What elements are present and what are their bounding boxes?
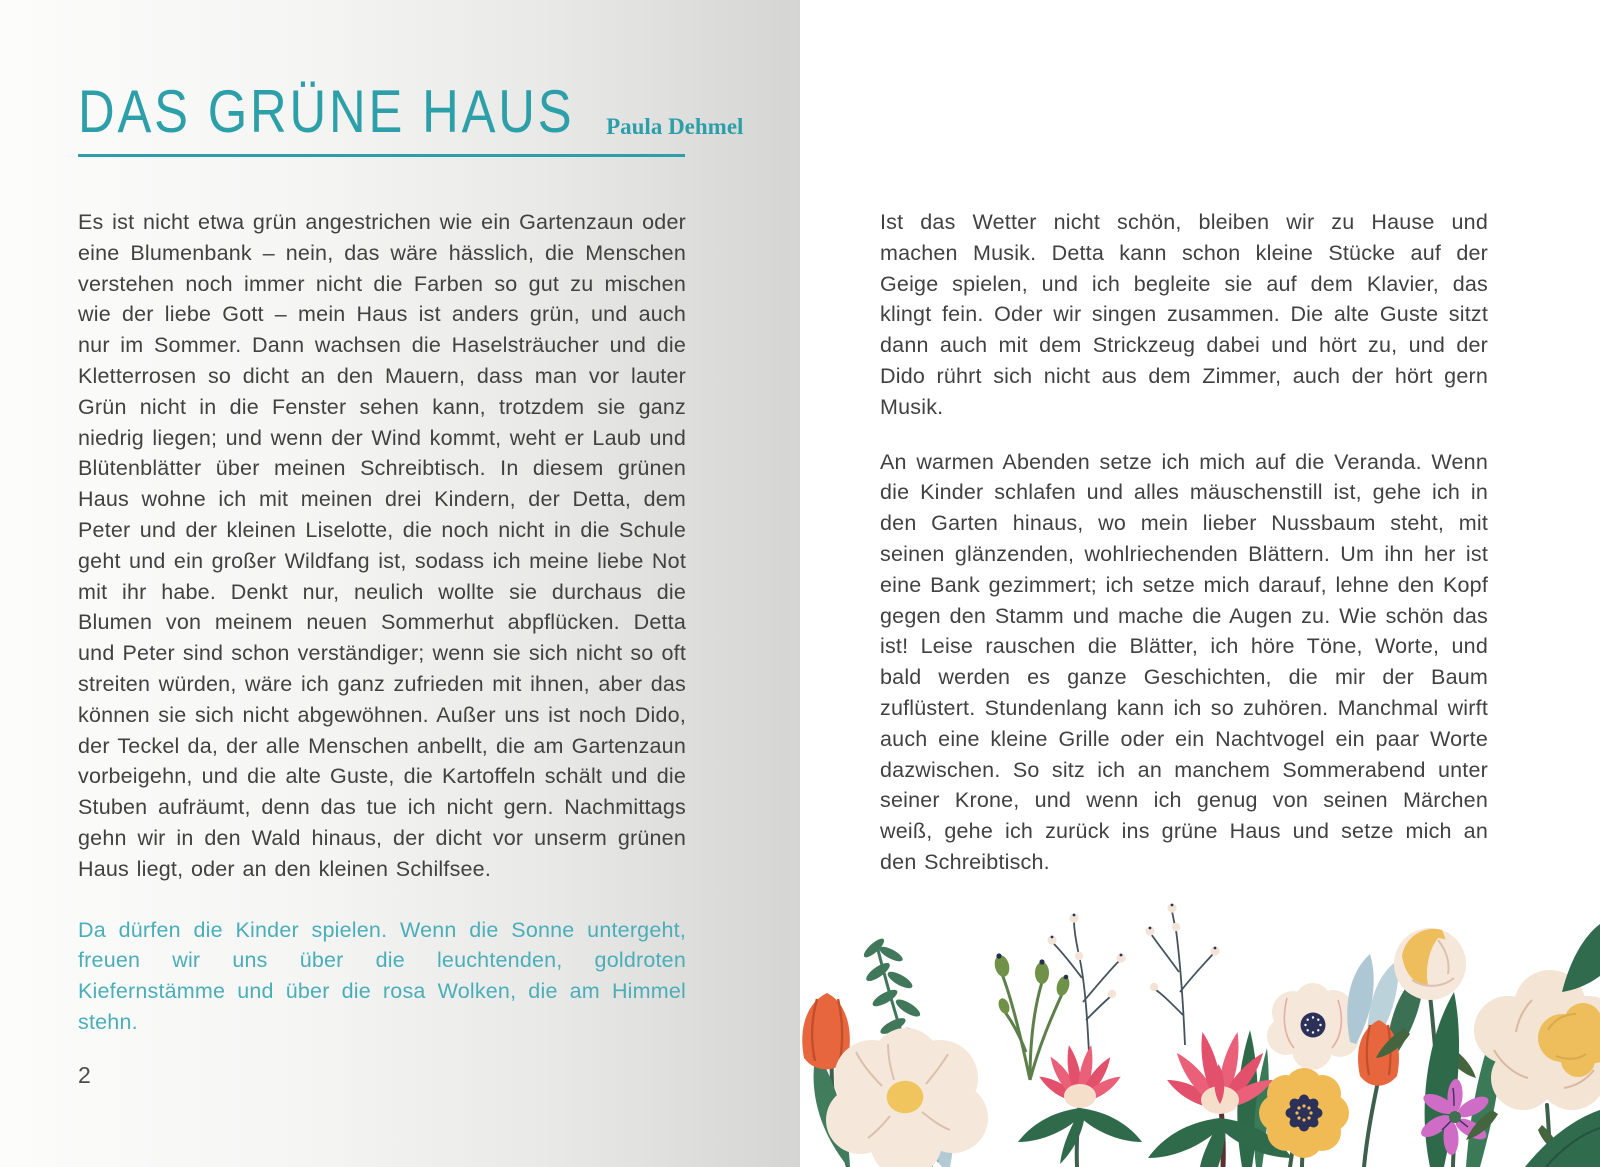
highlight-paragraph: Da dürfen die Kinder spielen. Wenn die Sonne untergeht, freuen wir uns über die leuchtenden, goldroten Kiefernstämme und über die rosa Wolken, die am Himmel stehn. xyxy=(78,917,686,1034)
page-number: 2 xyxy=(78,1062,91,1088)
babys-breath-blossoms xyxy=(1047,903,1219,998)
babys-breath xyxy=(1053,911,1213,1075)
page-title: DAS GRÜNE HAUS xyxy=(78,78,575,146)
right-page xyxy=(800,0,1600,1167)
author-name: Paula Dehmel xyxy=(606,114,744,139)
paragraph: Ist das Wetter nicht schön, bleiben wir zu Hause und machen Musik. Detta kann schon kleine Stücke auf der Geige spielen, und ich begleite sie auf dem Klavier, das klingt fein. Oder wir singen zusammen. Die alte Guste sitzt dann auch mit dem Strickzeug dabei und hört zu, und der Dido rührt sich nicht aus dem Zimmer, auch der hört gern Musik. xyxy=(880,210,1488,419)
story-header xyxy=(78,78,744,157)
berry-buds xyxy=(993,953,1072,1080)
white-anemone xyxy=(1267,983,1359,1070)
right-text-column xyxy=(880,207,1488,902)
paragraph: Es ist nicht etwa grün angestrichen wie ein Gartenzaun oder eine Blumenbank – nein, das wäre hässlich, die Menschen verstehen noch immer nicht die Farben so gut zu mischen wie der liebe Gott – mein Haus ist anders grün, und auch nur im Sommer. Dann wachsen die Haselsträucher und die Kletterrosen so dicht an den Mauern, dass man vor lauter Grün nicht in die Fenster sehen kann, trotzdem sie ganz niedrig liegen; und wenn der Wind kommt, weht er Laub und Blütenblätter über meinen Schreibtisch. In diesem grünen Haus wohne ich mit meinen drei Kindern, der Detta, dem Peter und der kleinen Liselotte, die noch nicht in die Schule geht und ein großer Wildfang ist, sodass ich meine liebe Not mit ihr habe. Denkt nur, neulich wollte sie durchaus die Blumen von meinem neuen Sommerhut abpflücken. Detta und Peter sind schon verständiger; wenn sie sich nicht so oft streiten würden, wäre ich ganz zufrieden mit ihnen, aber das können sie sich nicht abgewöhnen. Außer uns ist noch Dido, der Teckel da, der alle Menschen anbellt, die am Gartenzaun vorbeigehn, und die alte Guste, die Kartoffeln schält und die Stuben aufräumt, denn das tue ich nicht gern. Nachmittags gehn wir in den Wald hinaus, der dicht vor unserm grünen Haus liegt, oder an den kleinen Schilfsee. xyxy=(78,210,686,881)
left-text-column xyxy=(78,207,686,1062)
yellow-flower xyxy=(1259,1068,1349,1158)
paragraph: An warmen Abenden setze ich mich auf die Veranda. Wenn die Kinder schlafen und alles mäuschenstill ist, gehe ich in den Garten hinaus, wo mein lieber Nussbaum steht, mit seinen glänzenden, wohlriechenden Blättern. Um ihn her ist eine Bank gezimmert; ich setze mich darauf, lehne den Kopf gegen den Stamm und mache die Augen zu. Wie schön das ist! Leise rauschen die Blätter, ich höre Töne, Worte, und bald werden es ganze Geschichten, die mir der Baum zuflüstert. Stundenlang kann ich so zuhören. Manchmal wirft auch eine kleine Grille oder ein Nachtvogel ein paar Worte dazwischen. So sitz ich an manchem Sommerabend unter seiner Krone, und wenn ich genug von seinen Märchen weiß, gehe ich zurück ins grüne Haus und setze mich an den Schreibtisch. xyxy=(880,449,1488,874)
cream-flower xyxy=(826,1028,988,1167)
flowers-illustration xyxy=(790,880,1600,1167)
